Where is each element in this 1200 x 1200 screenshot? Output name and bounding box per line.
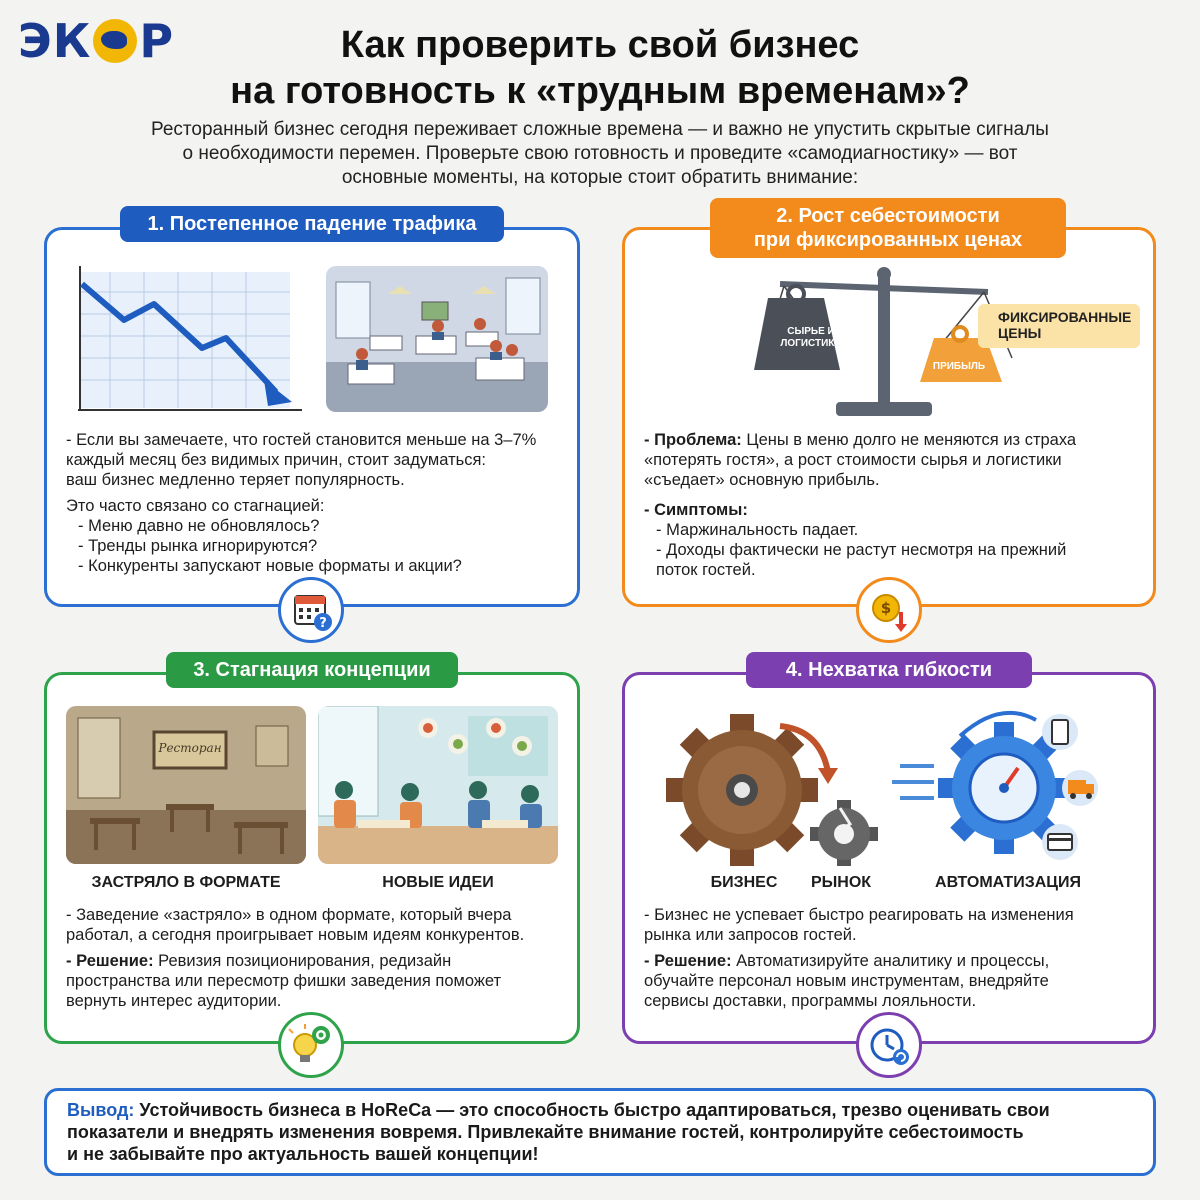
card4-solution-label: Решение: [654,952,732,970]
problem-line2: «потерять гостя», а рост стоимости сырья и логистики [644,451,1062,469]
card4-p2-line1: Автоматизируйте аналитику и процессы, [731,952,1050,970]
problem-label: Проблема: [654,431,742,449]
weight-right-label: ПРИБЫЛЬ [932,361,986,372]
conclusion-line3: и не забывайте про актуальность вашей концепции! [67,1144,539,1164]
card3-p1-line2: работал, а сегодня проигрывает новым идеям конкурентов. [66,926,525,944]
lightbulb-gear-icon [278,1012,344,1078]
card1-badge: 1. Постепенное падение трафика [120,206,504,242]
card1-p1-line3: ваш бизнес медленно теряет популярность. [66,471,405,489]
fixed-prices-tag [978,304,1140,348]
gears-illustration [660,706,1140,866]
empty-restaurant-illustration [326,266,548,412]
card3-solution-label: Решение: [76,952,154,970]
conclusion-line2: показатели и внедрять изменения вовремя. Привлекайте внимание гостей, контролируйте себестоимость [67,1122,1024,1142]
caption-automation: АВТОМАТИЗАЦИЯ [935,874,1081,891]
symptom-1: - Маржинальность падает. [656,521,859,539]
card4-p1-line1: - Бизнес не успевает быстро реагировать на изменения [644,906,1074,924]
caption-stuck-format: ЗАСТРЯЛО В ФОРМАТЕ [91,874,281,891]
card2-badge [710,198,1066,258]
svg-text:?: ? [319,616,327,631]
new-ideas-illustration [318,706,558,864]
card4-p2-line2: обучайте персонал новым инструментам, внедряйте [644,972,1049,990]
intro-text [80,118,1120,190]
card3-p2-line3: вернуть интерес аудитории. [66,992,282,1010]
caption-market: РЫНОК [810,874,872,891]
card2-badge-line2: при фиксированных ценах [753,229,1023,251]
caption-new-ideas: НОВЫЕ ИДЕИ [382,874,494,891]
conclusion-box [44,1088,1156,1176]
conclusion-line1: Устойчивость бизнеса в HoReCa — это способность быстро адаптироваться, трезво оценивать свои [134,1100,1050,1120]
restaurant-sign: Ресторан [158,741,222,755]
weight-left-line1: СЫРЬЕ И [787,326,835,337]
card1-p1-line2: каждый месяц без видимых причин, стоит задуматься: [66,451,487,469]
card1-question-3: - Конкуренты запускают новые форматы и акции? [78,557,462,575]
decline-chart-illustration [66,262,306,418]
intro-line-2: о необходимости перемен. Проверьте свою готовность и проведите «самодиагностику» — вот [182,143,1018,164]
card1-text [66,430,574,576]
problem-line1: Цены в меню долго не меняются из страха [741,431,1077,449]
page-title [0,22,1200,114]
card4-p2-line3: сервисы доставки, программы лояльности. [644,992,977,1010]
caption-business: БИЗНЕС [710,874,778,891]
logo-text-right: Р [139,14,175,68]
card3-p1-line1: - Заведение «застряло» в одном формате, который вчера [66,906,512,924]
stale-restaurant-illustration [66,706,306,864]
card4-badge: 4. Нехватка гибкости [746,652,1032,688]
intro-line-3: основные моменты, на которые стоит обратить внимание: [341,167,859,188]
symptom-2-line2: поток гостей. [656,561,756,579]
card4-p1-line2: рынка или запросов гостей. [644,926,857,944]
card3-text: - Заведение «застряло» в одном формате, который вчера работал, а сегодня проигрывает новым идеям конкурентов. - Решение: Ревизия позиционирования, редизайн пространства или пересмотр фишки заведения поможет вернуть интерес аудитории. [66,906,525,1010]
coin-down-icon [856,577,922,643]
card1-p2: Это часто связано со стагнацией: [66,497,325,515]
card2-text: - Проблема: Цены в меню долго не меняются из страха «потерять гостя», а рост стоимости сырья и логистики «съедает» основную прибыль. - Симптомы: - Маржинальность падает. - Доходы фактически не растут несмотря на прежний поток гостей. [644,430,1150,580]
card3-p2-line1: Ревизия позиционирования, редизайн [153,952,452,970]
conclusion-label: Вывод: [67,1100,135,1120]
intro-line-1: Ресторанный бизнес сегодня переживает сложные времена — и важно не упустить скрытые сигналы [151,119,1049,140]
card4-text: - Бизнес не успевает быстро реагировать на изменения рынка или запросов гостей. - Решение: Автоматизируйте аналитику и процессы, обучайте персонал новым инструментам, внедряйте сервисы доставки, программы лояльности. [644,906,1074,1010]
logo-text-left: ЭК [18,14,92,68]
card3-p2-line2: пространства или пересмотр фишки заведения поможет [66,972,502,990]
calendar-question-icon [278,577,344,643]
title-line-2: на готовность к «трудным временам»? [230,70,970,112]
tag-line1: ФИКСИРОВАННЫЕ [998,309,1132,325]
symptom-2-line1: - Доходы фактически не растут несмотря на прежний [656,541,1067,559]
svg-text:$: $ [880,599,892,617]
problem-line3: «съедает» основную прибыль. [644,471,880,489]
clock-refresh-icon [856,1012,922,1078]
card2-badge-line1: 2. Рост себестоимости [776,205,1000,227]
card1-question-2: - Тренды рынка игнорируются? [78,537,318,555]
card3-badge: 3. Стагнация концепции [166,652,458,688]
symptoms-label: Симптомы: [654,501,748,519]
tag-line2: ЦЕНЫ [998,325,1042,341]
card1-question-1: - Меню давно не обновлялось? [78,517,320,535]
card1-p1-line1: - Если вы замечаете, что гостей становится меньше на 3–7% [66,431,537,449]
title-line-1: Как проверить свой бизнес [340,24,860,66]
weight-left-label [768,326,854,350]
weight-left-line2: ЛОГИСТИКА [780,338,842,349]
